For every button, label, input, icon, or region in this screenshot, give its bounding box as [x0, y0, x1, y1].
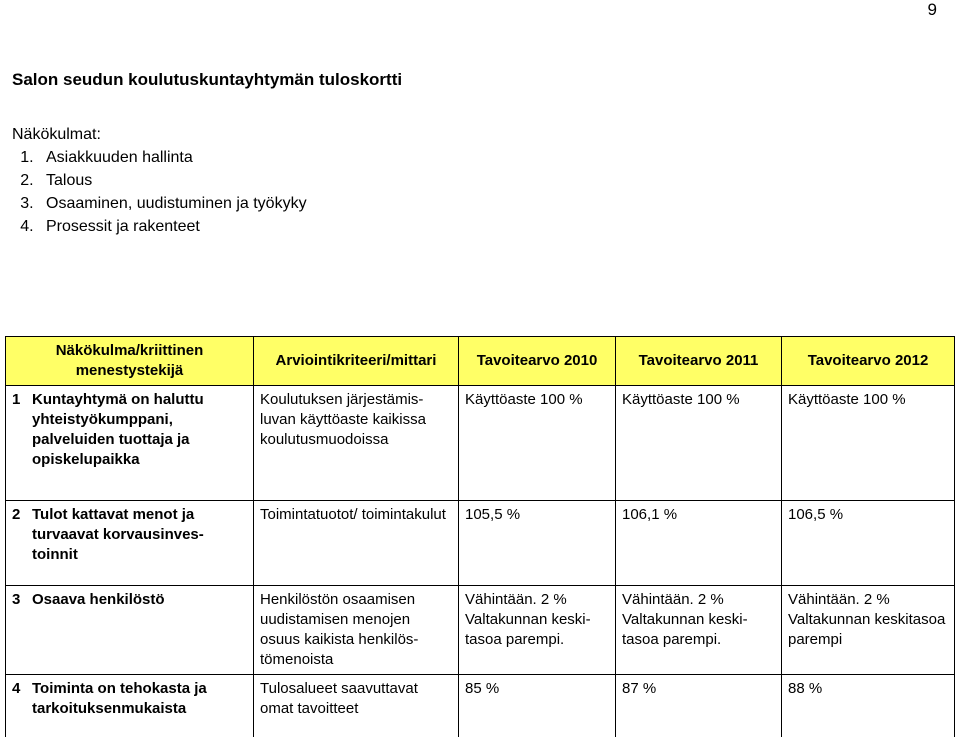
target-2011-cell: Käyttöaste 100 % — [616, 386, 782, 501]
header-metric: Arviointikriteeri/mittari — [254, 337, 459, 386]
perspective-item: 2. Talous — [38, 169, 307, 192]
target-2011-cell: 106,1 % — [616, 501, 782, 586]
header-factor: Näkökulma/kriittinen menestystekijä — [6, 337, 254, 386]
target-2010-cell: Käyttöaste 100 % — [459, 386, 616, 501]
metric-cell: Toimintatuotot/ toimintakulut — [254, 501, 459, 586]
table-row — [6, 586, 955, 675]
target-2010-cell: Vähintään. 2 % Valtakunnan keskitasoa parempi. — [459, 586, 616, 675]
perspectives-list — [12, 123, 307, 238]
table-row — [6, 501, 955, 586]
factor-text: Tulot kattavat menot ja turvaavat korvausinvestoinnit — [32, 505, 242, 565]
target-2012-cell: Vähintään. 2 % Valtakunnan keskitasoa parempi — [782, 586, 955, 675]
factor-cell — [6, 386, 254, 501]
document-title: Salon seudun koulutuskuntayhtymän tuloskortti — [12, 70, 402, 90]
perspectives-items — [12, 146, 307, 238]
target-2012-cell: 88 % — [782, 675, 955, 737]
header-target-2010: Tavoitearvo 2010 — [459, 337, 616, 386]
target-2012-cell: Käyttöaste 100 % — [782, 386, 955, 501]
header-target-2012: Tavoitearvo 2012 — [782, 337, 955, 386]
scorecard-table — [5, 336, 955, 737]
table-header-row — [6, 337, 955, 386]
header-target-2011: Tavoitearvo 2011 — [616, 337, 782, 386]
row-number: 2 — [12, 505, 32, 525]
metric-cell: Koulutuksen järjestämisluvan käyttöaste kaikissa koulutusmuodoissa — [254, 386, 459, 501]
perspectives-heading: Näkökulmat: — [12, 123, 307, 146]
factor-cell — [6, 586, 254, 675]
page-number: 9 — [928, 0, 937, 20]
row-number: 4 — [12, 679, 32, 699]
row-number: 3 — [12, 590, 32, 610]
factor-text: Kuntayhtymä on haluttu yhteistyökumppani, palveluiden tuottaja ja opiskelupaikka — [32, 390, 242, 470]
target-2010-cell: 85 % — [459, 675, 616, 737]
target-2011-cell: 87 % — [616, 675, 782, 737]
factor-text: Toiminta on tehokasta ja tarkoituksenmukaista — [32, 679, 242, 719]
factor-text: Osaava henkilöstö — [32, 590, 242, 610]
metric-cell: Henkilöstön osaamisen uudistamisen menojen osuus kaikista henkilöstömenoista — [254, 586, 459, 675]
perspective-item: 4. Prosessit ja rakenteet — [38, 215, 307, 238]
target-2010-cell: 105,5 % — [459, 501, 616, 586]
target-2011-cell: Vähintään. 2 % Valtakunnan keskitasoa parempi. — [616, 586, 782, 675]
perspective-item: 1. Asiakkuuden hallinta — [38, 146, 307, 169]
perspective-item: 3. Osaaminen, uudistuminen ja työkyky — [38, 192, 307, 215]
row-number: 1 — [12, 390, 32, 410]
target-2012-cell: 106,5 % — [782, 501, 955, 586]
factor-cell — [6, 501, 254, 586]
table-row — [6, 386, 955, 501]
metric-cell: Tulosalueet saavuttavat omat tavoitteet — [254, 675, 459, 737]
